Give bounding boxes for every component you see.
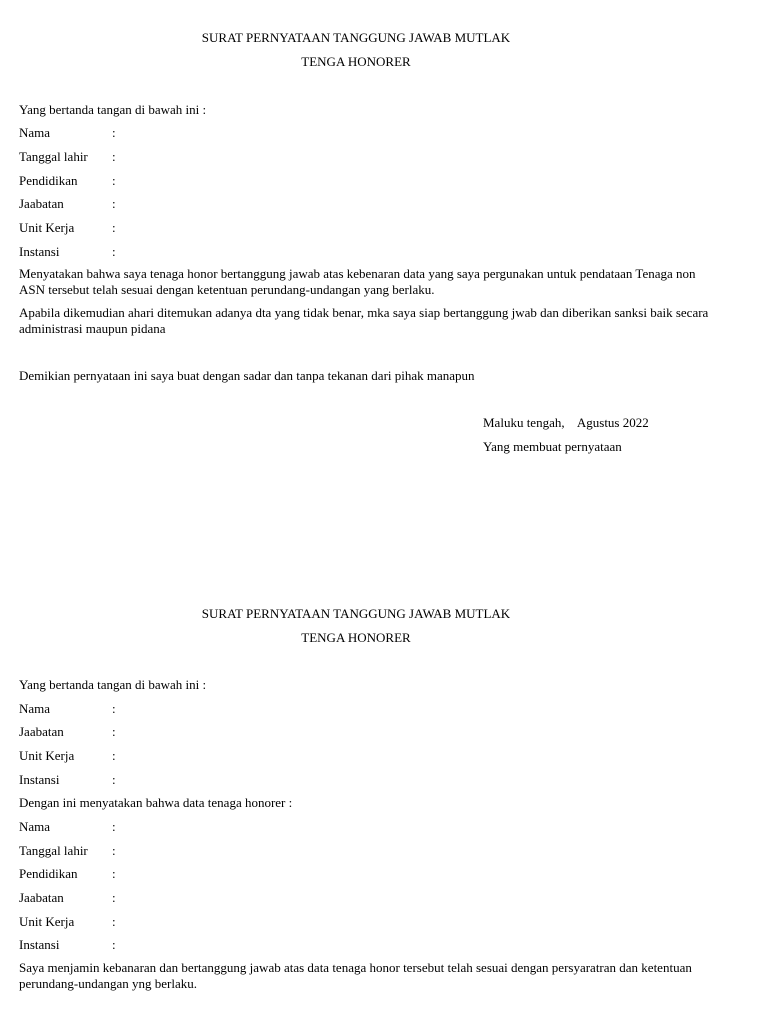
field-separator: :	[112, 748, 116, 763]
field-label: Jaabatan	[19, 890, 64, 905]
field-label: Jaabatan	[19, 196, 64, 211]
field-separator: :	[112, 149, 116, 164]
letter2-paragraph-1: Saya menjamin kebanaran dan bertanggung jawab atas data tenaga honor tersebut telah sesuai dengan persyaratran dan ketentuan perundang-undangan yng berlaku.	[19, 960, 692, 991]
field-label: Jaabatan	[19, 724, 64, 739]
letter1-subtitle: TENGA HONORER	[301, 54, 411, 69]
letter1-paragraph-2: Apabila dikemudian ahari ditemukan adanya dta yang tidak benar, mka saya siap bertanggung jwab dan diberikan sanksi baik secara administrasi maupun pidana	[19, 305, 709, 336]
letter1-field-tanggal-lahir	[19, 149, 116, 164]
letter1-title: SURAT PERNYATAAN TANGGUNG JAWAB MUTLAK	[201, 30, 511, 45]
letter2-honorer-jaabatan	[19, 890, 116, 905]
letter2-intro: Yang bertanda tangan di bawah ini :	[19, 677, 207, 692]
field-separator: :	[112, 196, 116, 211]
letter2-title: SURAT PERNYATAAN TANGGUNG JAWAB MUTLAK	[201, 606, 511, 621]
letter2-honorer-instansi	[19, 937, 116, 952]
letter1-field-nama	[19, 125, 116, 140]
letter1-field-instansi	[19, 244, 116, 259]
letter1-field-unit-kerja	[19, 220, 116, 235]
letter1-signer: Yang membuat pernyataan	[483, 439, 622, 454]
field-label: Instansi	[19, 937, 60, 952]
field-separator: :	[112, 914, 116, 929]
field-label: Instansi	[19, 772, 60, 787]
field-label: Pendidikan	[19, 173, 78, 188]
letter2-field-jaabatan	[19, 724, 116, 739]
letter1-field-jaabatan	[19, 196, 116, 211]
field-separator: :	[112, 244, 116, 259]
field-separator: :	[112, 890, 116, 905]
field-separator: :	[112, 937, 116, 952]
letter2-statement: Dengan ini menyatakan bahwa data tenaga honorer :	[19, 795, 293, 810]
field-separator: :	[112, 843, 116, 858]
field-label: Nama	[19, 125, 51, 140]
field-separator: :	[112, 772, 116, 787]
field-label: Unit Kerja	[19, 914, 75, 929]
letter2-honorer-unit-kerja	[19, 914, 116, 929]
letter1-paragraph-1: Menyatakan bahwa saya tenaga honor bertanggung jawab atas kebenaran data yang saya pergunakan untuk pendataan Tenaga non ASN tersebut telah sesuai dengan ketentuan perundang-undangan yang berlaku.	[19, 266, 696, 297]
letter1-closing: Demikian pernyataan ini saya buat dengan sadar dan tanpa tekanan dari pihak manapun	[19, 368, 475, 383]
field-label: Unit Kerja	[19, 748, 75, 763]
field-separator: :	[112, 220, 116, 235]
letter1-intro: Yang bertanda tangan di bawah ini :	[19, 102, 207, 117]
letter2-honorer-pendidikan	[19, 866, 116, 881]
field-label: Instansi	[19, 244, 60, 259]
field-label: Pendidikan	[19, 866, 78, 881]
field-separator: :	[112, 866, 116, 881]
field-separator: :	[112, 125, 116, 140]
field-separator: :	[112, 724, 116, 739]
letter2-subtitle: TENGA HONORER	[301, 630, 411, 645]
field-label: Tanggal lahir	[19, 149, 88, 164]
letter1-field-pendidikan	[19, 173, 116, 188]
letter1-place-date: Maluku tengah, Agustus 2022	[483, 415, 649, 430]
field-label: Unit Kerja	[19, 220, 75, 235]
field-label: Tanggal lahir	[19, 843, 88, 858]
letter2-field-instansi	[19, 772, 116, 787]
field-separator: :	[112, 819, 116, 834]
letter2-field-unit-kerja	[19, 748, 116, 763]
field-label: Nama	[19, 701, 51, 716]
field-separator: :	[112, 701, 116, 716]
letter2-honorer-nama	[19, 819, 116, 834]
letter2-honorer-tanggal-lahir	[19, 843, 116, 858]
field-label: Nama	[19, 819, 51, 834]
letter2-field-nama	[19, 701, 116, 716]
field-separator: :	[112, 173, 116, 188]
